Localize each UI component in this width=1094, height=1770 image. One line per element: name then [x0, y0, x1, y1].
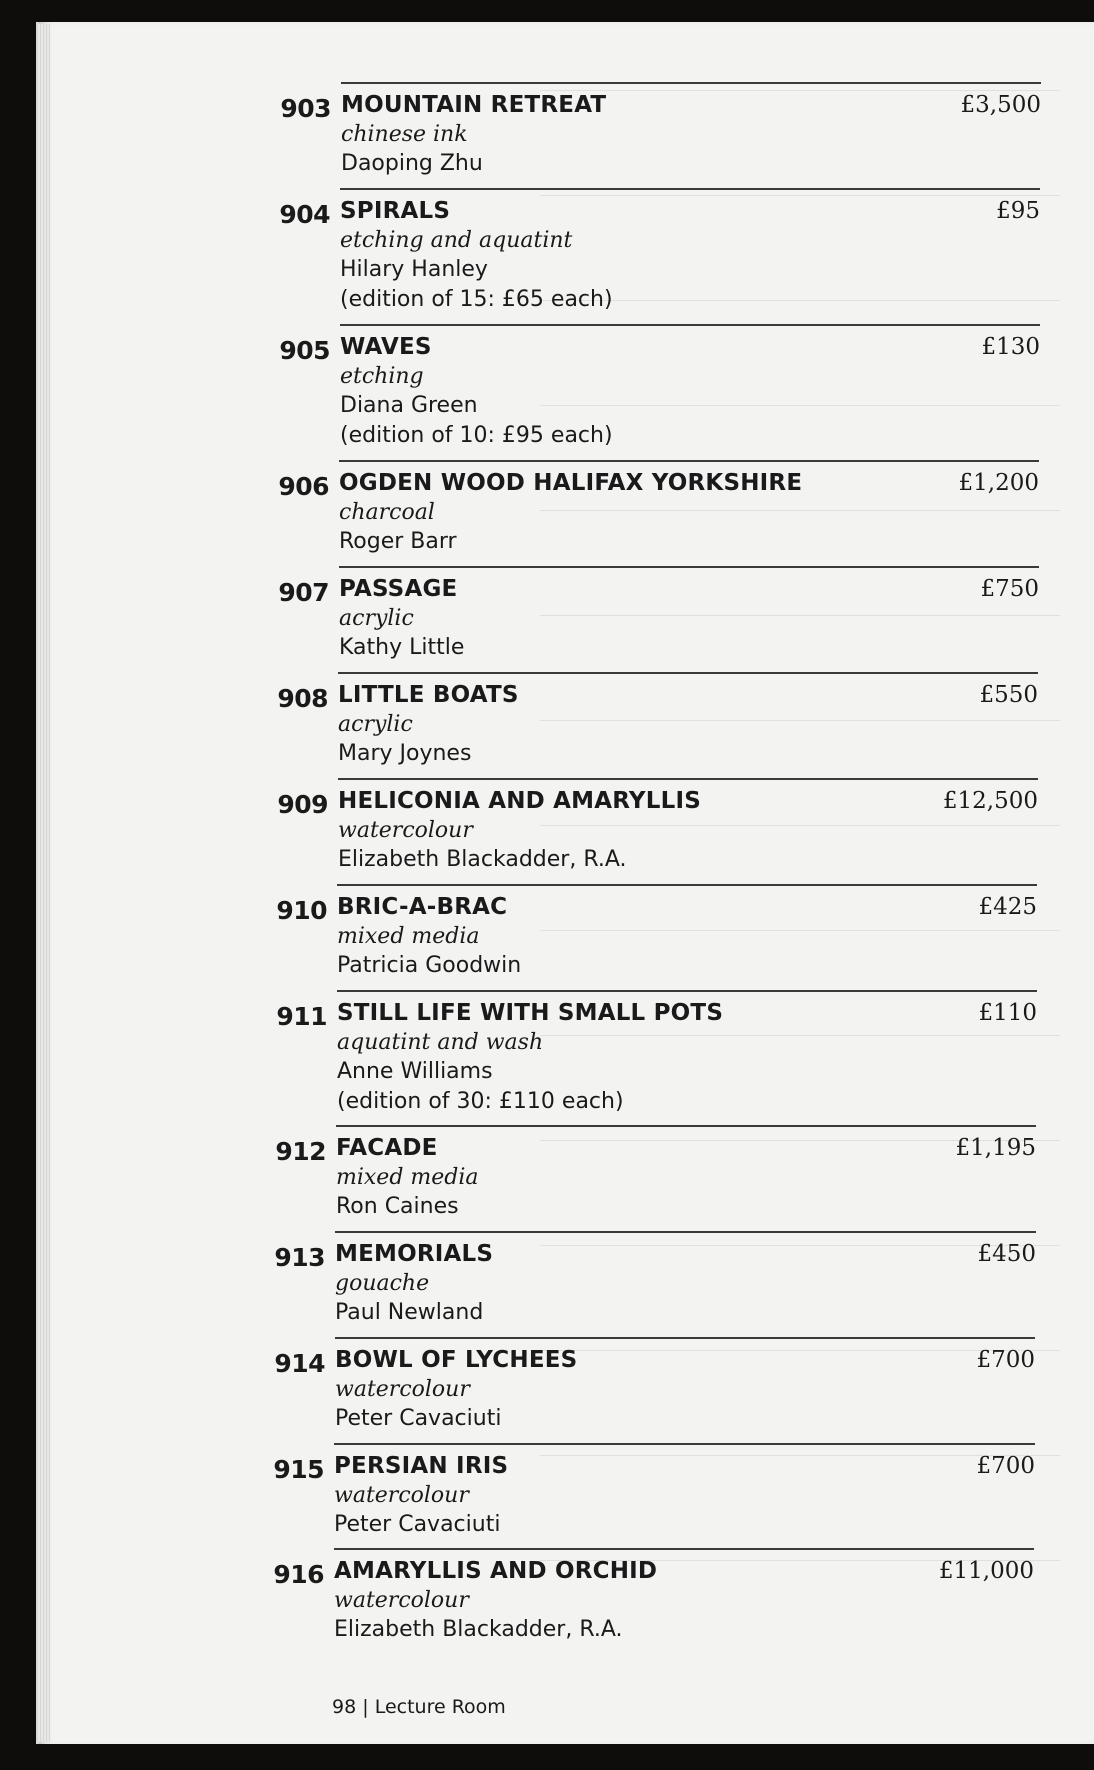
entry-medium: aquatint and wash: [337, 1030, 544, 1055]
entry-divider: [334, 1443, 1035, 1445]
entry-price: £12,500: [942, 788, 1038, 814]
entry-price: £1,195: [955, 1135, 1036, 1161]
entry-artist: Diana Green: [340, 393, 478, 418]
catalogue-page: [36, 22, 1094, 1744]
entry-divider: [336, 1125, 1036, 1127]
entry-divider: [338, 778, 1038, 780]
entry-price: £1,200: [958, 470, 1039, 496]
entry-title: LITTLE BOATS: [338, 682, 519, 708]
page-footer: [332, 1696, 506, 1718]
entry-medium: charcoal: [339, 500, 435, 525]
entry-number: 910: [276, 896, 327, 925]
entry-title: HELICONIA AND AMARYLLIS: [338, 788, 701, 814]
entry-number: 914: [274, 1349, 325, 1378]
entry-artist: Hilary Hanley: [340, 257, 488, 282]
entry-medium: watercolour: [334, 1588, 469, 1613]
entry-price: £750: [980, 576, 1039, 602]
entry-medium: mixed media: [336, 1165, 479, 1190]
entry-number: 909: [277, 790, 328, 819]
entry-artist: Mary Joynes: [338, 741, 472, 766]
entry-medium: etching and aquatint: [340, 228, 573, 253]
entry-title: MOUNTAIN RETREAT: [341, 92, 607, 118]
footer-separator: |: [362, 1696, 369, 1718]
entry-divider: [337, 990, 1037, 992]
entry-title: PERSIAN IRIS: [334, 1453, 509, 1479]
entry-price: £11,000: [938, 1558, 1034, 1584]
entry-title: MEMORIALS: [335, 1241, 494, 1267]
entry-medium: acrylic: [339, 606, 414, 631]
entry-title: AMARYLLIS AND ORCHID: [334, 1558, 658, 1584]
entry-price: £130: [981, 334, 1040, 360]
entry-divider: [339, 566, 1039, 568]
entry-divider: [340, 188, 1040, 190]
entry-title: BOWL OF LYCHEES: [335, 1347, 578, 1373]
entry-medium: watercolour: [335, 1377, 470, 1402]
entry-number: 908: [277, 684, 328, 713]
entry-number: 903: [280, 94, 331, 123]
entry-title: WAVES: [340, 334, 432, 360]
entry-divider: [341, 82, 1041, 84]
entry-number: 916: [273, 1560, 324, 1589]
entry-number: 913: [274, 1243, 325, 1272]
page-stack-edge: [38, 24, 50, 1742]
entry-price: £95: [996, 198, 1040, 224]
entry-price: £3,500: [960, 92, 1041, 118]
entry-artist: Paul Newland: [335, 1300, 484, 1325]
entry-price: £700: [976, 1453, 1035, 1479]
entry-divider: [335, 1231, 1036, 1233]
entry-artist: Patricia Goodwin: [337, 953, 522, 978]
entry-price: £110: [978, 1000, 1037, 1026]
entry-title: BRIC-A-BRAC: [337, 894, 508, 920]
entry-title: STILL LIFE WITH SMALL POTS: [337, 1000, 724, 1026]
entry-artist: Peter Cavaciuti: [335, 1406, 502, 1431]
entry-artist: Ron Caines: [336, 1194, 459, 1219]
entry-number: 915: [273, 1455, 324, 1484]
entry-artist: Anne Williams: [337, 1059, 493, 1084]
entry-title: FACADE: [336, 1135, 438, 1161]
entry-artist: Roger Barr: [339, 529, 457, 554]
entry-title: PASSAGE: [339, 576, 458, 602]
entry-divider: [339, 460, 1039, 462]
entry-medium: gouache: [335, 1271, 430, 1296]
entry-edition: (edition of 30: £110 each): [337, 1089, 624, 1114]
entry-price: £425: [978, 894, 1037, 920]
entry-medium: etching: [340, 364, 424, 389]
entry-number: 912: [275, 1137, 326, 1166]
entry-medium: mixed media: [337, 924, 480, 949]
entry-edition: (edition of 10: £95 each): [340, 423, 613, 448]
entry-number: 904: [279, 200, 330, 229]
entry-artist: Elizabeth Blackadder, R.A.: [338, 847, 627, 872]
entry-price: £550: [979, 682, 1038, 708]
entry-artist: Peter Cavaciuti: [334, 1512, 501, 1537]
entry-medium: watercolour: [334, 1483, 469, 1508]
entry-number: 905: [279, 336, 330, 365]
entry-artist: Daoping Zhu: [341, 151, 483, 176]
entry-divider: [335, 1337, 1035, 1339]
entry-number: 906: [278, 472, 329, 501]
section-name: Lecture Room: [374, 1696, 506, 1718]
entry-divider: [334, 1548, 1034, 1550]
entry-artist: Kathy Little: [339, 635, 465, 660]
entry-price: £450: [977, 1241, 1036, 1267]
entry-artist: Elizabeth Blackadder, R.A.: [334, 1617, 623, 1642]
entry-divider: [340, 324, 1040, 326]
entry-number: 911: [276, 1002, 327, 1031]
entry-number: 907: [278, 578, 329, 607]
entry-title: SPIRALS: [340, 198, 451, 224]
entry-title: OGDEN WOOD HALIFAX YORKSHIRE: [339, 470, 803, 496]
entry-medium: chinese ink: [341, 122, 468, 147]
entry-price: £700: [976, 1347, 1035, 1373]
page-number: 98: [332, 1696, 357, 1718]
entry-edition: (edition of 15: £65 each): [340, 287, 613, 312]
entry-medium: acrylic: [338, 712, 413, 737]
entry-divider: [338, 672, 1038, 674]
entry-medium: watercolour: [338, 818, 473, 843]
entry-divider: [337, 884, 1037, 886]
